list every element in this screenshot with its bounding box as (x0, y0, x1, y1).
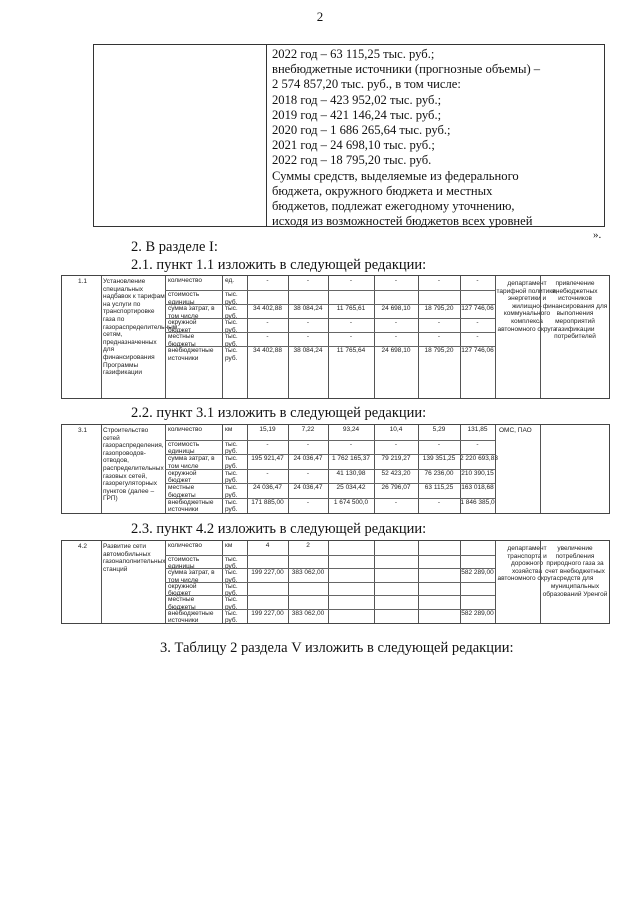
indicator-label: окружной бюджет (168, 582, 197, 598)
value-cell: 52 423,20 (381, 469, 411, 477)
expected-result: привлечение внебюджетных источников финансирования для выполнения мероприятий газификации потребителей (542, 280, 608, 341)
value-cell: - (476, 277, 479, 284)
indicator-label: сумма затрат, в том числе (168, 455, 215, 470)
indicator-label: внебюджетные источники (168, 498, 214, 514)
unit-label: км (225, 542, 233, 549)
value-cell: - (437, 277, 441, 284)
indicator-label: количество (168, 542, 203, 549)
funding-line: 2021 год – 24 698,10 тыс. руб.; (272, 138, 435, 153)
value-cell: - (394, 319, 398, 326)
unit-label: км (225, 426, 233, 433)
column-divider (495, 541, 496, 623)
unit-label: тыс. руб. (225, 305, 238, 320)
value-cell: 24 036,47 (293, 455, 323, 462)
indicator-label: внебюджетные источники (168, 347, 214, 362)
funding-line: 2022 год – 63 115,25 тыс. руб.; (272, 47, 435, 61)
value-cell: 38 084,24 (293, 305, 323, 312)
unit-label: тыс. руб. (225, 440, 238, 456)
value-cell: 2 220 693,83 (460, 455, 498, 462)
value-cell: 171 885,00 (251, 498, 284, 506)
value-cell: - (394, 498, 398, 506)
funding-line: 2020 год – 1 686 265,64 тыс. руб.; (272, 123, 451, 138)
unit-label: тыс. руб. (225, 596, 238, 611)
page-number: 2 (316, 9, 324, 24)
value-cell: 34 402,88 (253, 305, 282, 312)
funding-text-lines (272, 47, 602, 229)
indicator-label: окружной бюджет (168, 469, 197, 485)
executor: департамент транспорта и дорожного хозяйства автономного округа (497, 545, 557, 583)
item-3-1-heading: 2.2. пункт 3.1 изложить в следующей редакции: (131, 405, 427, 421)
value-cell: 18 795,20 (424, 347, 454, 354)
funding-line: 2019 год – 421 146,24 тыс. руб.; (272, 107, 442, 122)
funding-line: Суммы средств, выделяемые из федерального (272, 168, 519, 183)
unit-label: тыс. руб. (225, 609, 238, 625)
indicator-label: количество (168, 277, 203, 284)
column-divider (165, 276, 166, 398)
value-cell: - (476, 333, 479, 340)
value-cell: 199 227,00 (251, 569, 284, 576)
value-cell: - (349, 319, 353, 326)
value-cell: 24 036,47 (253, 484, 282, 491)
value-cell: 76 236,00 (424, 469, 454, 477)
value-cell: 582 289,00 (461, 609, 494, 617)
unit-label: тыс. руб. (225, 569, 238, 584)
value-cell: - (266, 440, 269, 448)
unit-label: тыс. руб. (225, 291, 238, 306)
value-cell: 1 846 385,0 (460, 498, 495, 506)
value-cell: 10,4 (389, 426, 403, 433)
funding-line: исходя из возможностей бюджетов всех уровней (272, 214, 533, 229)
value-cell: - (266, 277, 269, 284)
unit-label: тыс. руб. (225, 319, 238, 334)
table-item-1-1 (61, 275, 610, 399)
value-cell: - (437, 440, 441, 448)
value-cell: 7,22 (301, 426, 315, 433)
value-cell: - (306, 469, 310, 477)
value-cell: 11 765,64 (336, 347, 366, 354)
unit-label: тыс. руб. (225, 455, 238, 470)
event-name: Установление специальных надбавок к тарифам на услуги по транспортировке газа по газораспределительным сетям, предназначенных для финансирования Программы газификации (103, 278, 178, 377)
row-number: 1.1 (78, 278, 88, 285)
value-cell: 163 018,68 (461, 484, 494, 491)
value-cell: 2 (306, 542, 310, 549)
column-divider (101, 541, 102, 623)
value-cell: - (306, 277, 310, 284)
closing-quote: ». (593, 229, 602, 241)
row-number: 4.2 (78, 543, 88, 550)
unit-label: ед. (225, 277, 235, 284)
value-cell: - (306, 440, 310, 448)
unit-label: тыс. руб. (225, 498, 238, 514)
indicator-label: местные бюджеты (168, 596, 196, 611)
value-cell: 11 765,61 (336, 305, 366, 312)
value-cell: - (437, 319, 441, 326)
executor: департамент тарифной политики, энергетики и жилищно-коммунального комплекса автономного округа (496, 280, 558, 333)
value-cell: - (306, 498, 310, 506)
value-cell: 24 698,10 (381, 347, 411, 354)
value-cell: 582 289,00 (461, 569, 494, 576)
column-divider (495, 276, 496, 398)
value-cell: 139 351,25 (422, 455, 456, 462)
indicator-label: внебюджетные источники (168, 609, 214, 625)
funding-line: бюджета, окружного бюджета и местных (272, 183, 493, 198)
value-cell: - (394, 333, 398, 340)
value-cell: 1 674 500,0 (333, 498, 369, 506)
section-heading: 2. В разделе I: (131, 239, 218, 255)
value-cell: - (349, 333, 353, 340)
value-cell: - (476, 440, 479, 448)
indicator-label: стоимость единицы (168, 440, 200, 456)
value-cell: 26 796,07 (381, 484, 411, 491)
value-cell: 18 795,20 (424, 305, 454, 312)
unit-label: тыс. руб. (225, 347, 238, 362)
indicator-label: количество (168, 426, 203, 433)
column-divider (540, 425, 541, 513)
value-cell: 5,29 (432, 426, 446, 433)
value-cell: 24 036,47 (293, 484, 323, 491)
column-divider (540, 541, 541, 623)
value-cell: 1 762 165,37 (332, 455, 370, 462)
event-name: Развитие сети автомобильных газонаполнительных станций (103, 543, 166, 573)
event-name: Строительство сетей газораспределения, газопроводов-отводов, распределительных газовых сетей, газорегуляторных пунктов (далее – ГРП) (103, 427, 164, 503)
value-cell: - (349, 440, 353, 448)
value-cell: 15,19 (259, 426, 276, 433)
column-divider (222, 276, 223, 398)
funding-line: внебюджетные источники (прогнозные объемы) – (272, 62, 541, 77)
value-cell: 199 227,00 (251, 609, 284, 617)
value-cell: - (349, 277, 353, 284)
indicator-label: сумма затрат, в том числе (168, 569, 215, 584)
table-2-heading: 3. Таблицу 2 раздела V изложить в следующей редакции: (160, 640, 514, 656)
table-item-3-1 (61, 424, 610, 514)
unit-label: тыс. руб. (225, 582, 238, 598)
value-cell: 79 219,27 (381, 455, 411, 462)
funding-line: 2022 год – 18 795,20 тыс. руб. (272, 153, 432, 168)
indicator-label: окружной бюджет (168, 319, 197, 334)
value-cell: 63 115,25 (424, 484, 454, 491)
value-cell: 93,24 (342, 426, 360, 433)
value-cell: - (306, 319, 310, 326)
column-divider (101, 425, 102, 513)
value-cell: 195 921,47 (251, 455, 284, 462)
value-cell: 34 402,88 (253, 347, 282, 354)
value-cell: - (266, 333, 269, 340)
funding-line: 2 574 857,20 тыс. руб., в том числе: (272, 77, 461, 92)
value-cell: - (437, 333, 441, 340)
unit-label: тыс. руб. (225, 333, 238, 348)
table-item-4-2 (61, 540, 610, 624)
expected-result: увеличение потребления природного газа за счет внебюджетных средств для муниципальных образований Уренгой (542, 545, 608, 598)
value-cell: - (394, 277, 398, 284)
item-4-2-heading: 2.3. пункт 4.2 изложить в следующей редакции: (131, 521, 427, 537)
value-cell: - (266, 469, 269, 477)
value-cell: - (437, 498, 441, 506)
column-divider (540, 276, 541, 398)
column-divider (495, 425, 496, 513)
value-cell: 25 034,42 (336, 484, 366, 491)
indicator-label: местные бюджеты (168, 484, 196, 499)
value-cell: 131,85 (467, 426, 488, 433)
unit-label: тыс. руб. (225, 484, 238, 499)
column-divider (101, 276, 102, 398)
value-cell: 4 (265, 542, 270, 549)
value-cell: - (394, 440, 398, 448)
indicator-label: сумма затрат, в том числе (168, 305, 215, 320)
unit-label: тыс. руб. (225, 469, 238, 485)
funding-line: 2018 год – 423 952,02 тыс. руб.; (272, 92, 442, 107)
funding-line: бюджетов, подлежат ежегодному уточнению, (272, 199, 515, 214)
indicator-label: местные бюджеты (168, 333, 196, 348)
value-cell: 127 746,06 (461, 305, 494, 312)
value-cell: - (306, 333, 310, 340)
indicator-label: стоимость единицы (168, 291, 200, 306)
item-1-1-heading: 2.1. пункт 1.1 изложить в следующей редакции: (131, 257, 427, 273)
indicator-label: стоимость единицы (168, 555, 200, 571)
value-cell: 210 390,15 (461, 469, 494, 477)
value-cell: 127 746,06 (461, 347, 494, 354)
value-cell: 383 062,00 (291, 569, 325, 576)
value-cell: 383 062,00 (291, 609, 325, 617)
unit-label: тыс. руб. (225, 555, 238, 571)
executor: ОМС, ПАО (499, 427, 532, 434)
value-cell: 38 084,24 (293, 347, 323, 354)
value-cell: 24 698,10 (381, 305, 411, 312)
value-cell: - (266, 319, 269, 326)
value-cell: - (476, 319, 479, 326)
value-cell: 41 130,98 (336, 469, 366, 477)
row-number: 3.1 (78, 427, 88, 434)
box-divider (266, 45, 267, 226)
funding-text-box (93, 44, 605, 227)
